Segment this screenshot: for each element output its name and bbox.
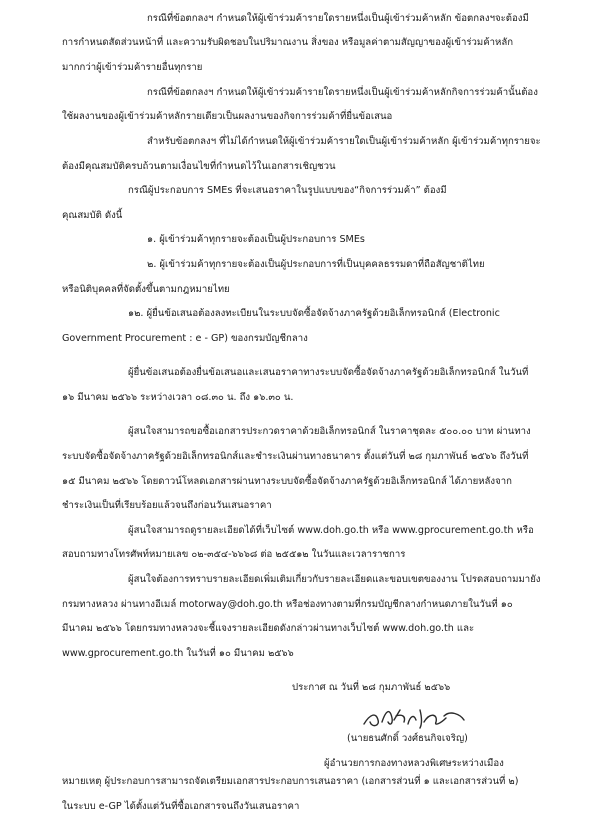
- paragraph-line: กรมทางหลวง ผ่านทางอีเมล์ motorway@doh.go.th หรือช่องทางตามที่กรมบัญชีกลางกำหนดภายในวันที่ ๑๐: [62, 599, 513, 610]
- announcement-date: ประกาศ ณ วันที่ ๒๘ กุมภาพันธ์ ๒๕๖๖: [292, 682, 451, 693]
- list-item: ๒. ผู้เข้าร่วมค้าทุกรายจะต้องเป็นผู้ประกอบการที่เป็นบุคคลธรรมดาที่ถือสัญชาติไทย: [147, 259, 485, 270]
- signatory-name: (นายธนศักดิ์ วงศ์ธนกิจเจริญ): [347, 733, 468, 744]
- paragraph-line: ระบบจัดซื้อจัดจ้างภาครัฐด้วยอิเล็กทรอนิกส์และชำระเงินผ่านทางธนาคาร ตั้งแต่วันที่ ๒๘ กุมภาพันธ์ ๒๕๖๖ ถึงวันที่: [62, 451, 529, 462]
- list-item: หรือนิติบุคคลที่จัดตั้งขึ้นตามกฎหมายไทย: [62, 284, 230, 295]
- signature-image: [360, 700, 470, 734]
- paragraph-line: ผู้ยื่นข้อเสนอต้องยื่นข้อเสนอและเสนอราคาทางระบบจัดซื้อจัดจ้างภาครัฐด้วยอิเล็กทรอนิกส์ ในวันที่: [128, 367, 529, 378]
- paragraph-line: ผู้สนใจสามารถขอซื้อเอกสารประกวดราคาด้วยอิเล็กทรอนิกส์ ในราคาชุดละ ๕๐๐.๐๐ บาท ผ่านทาง: [128, 426, 531, 437]
- paragraph-line: สอบถามทางโทรศัพท์หมายเลข ๐๒-๓๕๔-๖๖๖๘ ต่อ ๒๕๕๑๒ ในวันและเวลาราชการ: [62, 549, 406, 560]
- paragraph-line: กรณีที่ข้อตกลงฯ กำหนดให้ผู้เข้าร่วมค้ารายใดรายหนึ่งเป็นผู้เข้าร่วมค้าหลัก ข้อตกลงฯจะต้องมี: [147, 13, 529, 24]
- list-item: ๑๒. ผู้ยื่นข้อเสนอต้องลงทะเบียนในระบบจัดซื้อจัดจ้างภาครัฐด้วยอิเล็กทรอนิกส์ (Electronic: [128, 308, 500, 319]
- paragraph-line: มีนาคม ๒๕๖๖ โดยกรมทางหลวงจะชี้แจงรายละเอียดดังกล่าวผ่านทางเว็บไซต์ www.doh.go.th และ: [62, 623, 475, 634]
- note-line: ในระบบ e-GP ได้ตั้งแต่วันที่ซื้อเอกสารจนถึงวันเสนอราคา: [62, 801, 300, 812]
- paragraph-line: ผู้สนใจสามารถดูรายละเอียดได้ที่เว็บไซต์ www.doh.go.th หรือ www.gprocurement.go.th หรือ: [128, 525, 534, 536]
- paragraph-line: สำหรับข้อตกลงฯ ที่ไม่ได้กำหนดให้ผู้เข้าร่วมค้ารายใดเป็นผู้เข้าร่วมค้าหลัก ผู้เข้าร่วมค้าทุกรายจะ: [147, 136, 541, 147]
- list-item: Government Procurement : e - GP) ของกรมบัญชีกลาง: [62, 333, 308, 344]
- paragraph-line: กรณีที่ข้อตกลงฯ กำหนดให้ผู้เข้าร่วมค้ารายใดรายหนึ่งเป็นผู้เข้าร่วมค้าหลักกิจการร่วมค้านั้นต้อง: [147, 87, 538, 98]
- paragraph-line: ชำระเงินเป็นที่เรียบร้อยแล้วจนถึงก่อนวันเสนอราคา: [62, 500, 272, 511]
- paragraph-line: กรณีผู้ประกอบการ SMEs ที่จะเสนอราคาในรูปแบบของ“กิจการร่วมค้า” ต้องมี: [128, 185, 447, 196]
- paragraph-line: ๑๖ มีนาคม ๒๕๖๖ ระหว่างเวลา ๐๘.๓๐ น. ถึง ๑๖.๓๐ น.: [62, 392, 294, 403]
- paragraph-line: คุณสมบัติ ดังนี้: [62, 210, 123, 221]
- list-item: ๑. ผู้เข้าร่วมค้าทุกรายจะต้องเป็นผู้ประกอบการ SMEs: [147, 234, 365, 245]
- note-line: หมายเหตุ ผู้ประกอบการสามารถจัดเตรียมเอกสารประกอบการเสนอราคา (เอกสารส่วนที่ ๑ และเอกสารส่วนที่ ๒): [62, 776, 519, 787]
- paragraph-line: ใช้ผลงานของผู้เข้าร่วมค้าหลักรายเดียวเป็นผลงานของกิจการร่วมค้าที่ยื่นข้อเสนอ: [62, 111, 393, 122]
- signatory-position: ผู้อำนวยการกองทางหลวงพิเศษระหว่างเมือง: [324, 758, 504, 769]
- paragraph-line: มากกว่าผู้เข้าร่วมค้ารายอื่นทุกราย: [62, 62, 203, 73]
- paragraph-line: ผู้สนใจต้องการทราบรายละเอียดเพิ่มเติมเกี่ยวกับรายละเอียดและขอบเขตของงาน โปรดสอบถามมายัง: [128, 574, 541, 585]
- paragraph-line: ๑๕ มีนาคม ๒๕๖๖ โดยดาวน์โหลดเอกสารผ่านทางระบบจัดซื้อจัดจ้างภาครัฐด้วยอิเล็กทรอนิกส์ ได้ภายหลังจาก: [62, 476, 512, 487]
- paragraph-line: การกำหนดสัดส่วนหน้าที่ และความรับผิดชอบในปริมาณงาน สิ่งของ หรือมูลค่าตามสัญญาของผู้เข้าร่วมค้าหลัก: [62, 37, 514, 48]
- paragraph-line: www.gprocurement.go.th ในวันที่ ๑๐ มีนาคม ๒๕๖๖: [62, 648, 294, 659]
- paragraph-line: ต้องมีคุณสมบัติครบถ้วนตามเงื่อนไขที่กำหนดไว้ในเอกสารเชิญชวน: [62, 161, 336, 172]
